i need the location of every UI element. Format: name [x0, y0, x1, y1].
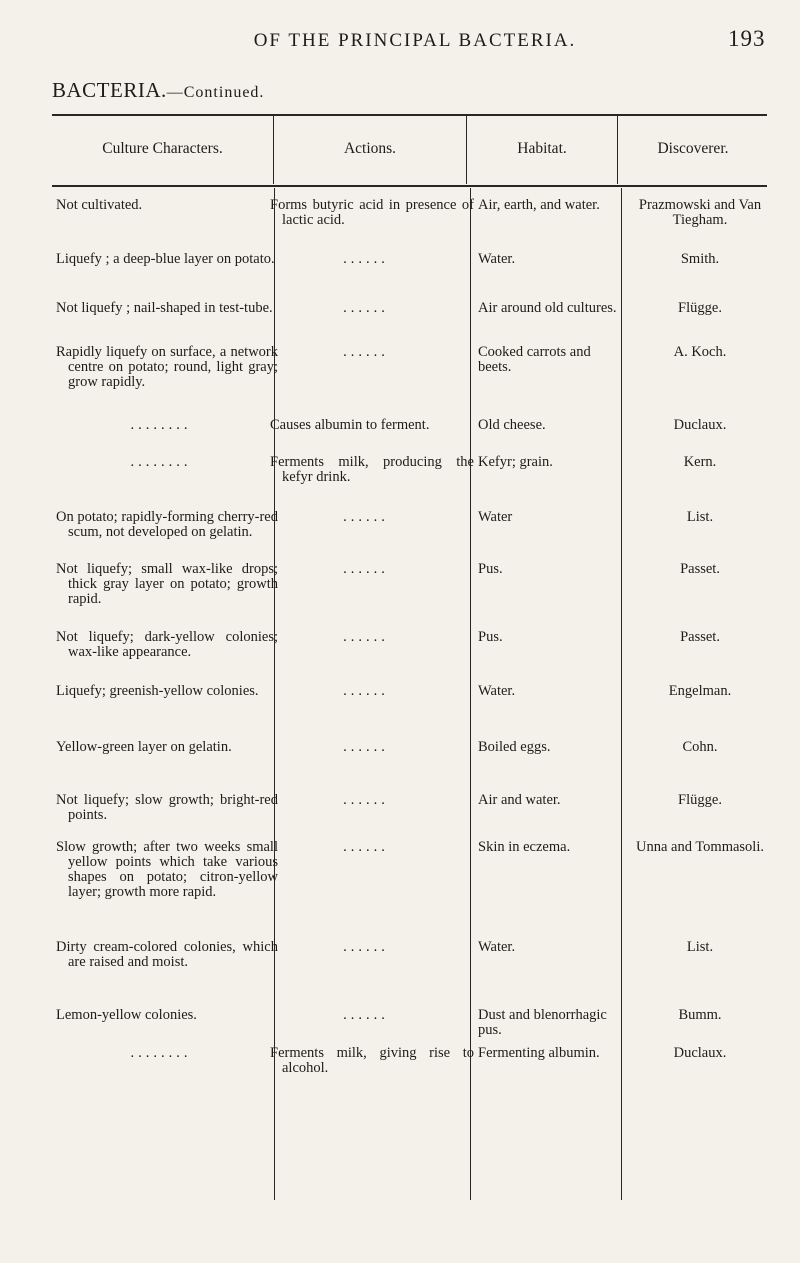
table-cell-discoverer: Flügge. — [678, 792, 722, 808]
table-cell-discoverer: List. — [686, 509, 714, 525]
table-cell-discoverer: Smith. — [680, 251, 720, 267]
table-cell-habitat: Pus. — [478, 629, 503, 645]
table-cell-culture: Not liquefy; dark-yellow colonies; wax-like appearance. — [56, 629, 278, 660]
table-cell-actions: ...... — [343, 1007, 389, 1023]
column-header-habitat: Habitat. — [517, 140, 567, 157]
table-cell-actions: ...... — [343, 683, 389, 699]
table-cell-discoverer: Flügge. — [678, 300, 722, 316]
table-cell-actions: ...... — [343, 939, 389, 955]
column-header-actions: Actions. — [343, 140, 397, 157]
table-cell-discoverer: Unna and Tommasoli. — [636, 839, 764, 855]
table-cell-actions: ...... — [343, 792, 389, 808]
table-cell-culture: ........ — [130, 417, 192, 433]
table-cell-discoverer: Prazmowski and Van Tiegham. — [638, 197, 762, 228]
table-cell-culture: Rapidly liquefy on surface, a network centre on potato; round, light gray; grow rapidly. — [56, 344, 278, 390]
table-cell-culture: Dirty cream-colored colonies, which are raised and moist. — [56, 939, 278, 970]
table-cell-actions: ...... — [343, 300, 389, 316]
table-cell-actions: ...... — [343, 251, 389, 267]
table-header-rule — [52, 185, 767, 187]
table-cell-habitat: Air, earth, and water. — [478, 197, 600, 213]
table-cell-actions: ...... — [343, 739, 389, 755]
column-header-discoverer: Discoverer. — [657, 140, 729, 157]
table-cell-culture: Liquefy ; a deep-blue layer on potato. — [56, 251, 275, 267]
table-cell-culture: ........ — [130, 454, 192, 470]
running-head: OF THE PRINCIPAL BACTERIA. — [253, 30, 577, 51]
section-title — [52, 78, 264, 103]
table-cell-actions: Forms butyric acid in presence of lactic acid. — [270, 197, 474, 228]
table-cell-culture: Lemon-yellow colonies. — [56, 1007, 197, 1023]
table-cell-habitat: Old cheese. — [478, 417, 546, 433]
table-cell-actions: ...... — [343, 629, 389, 645]
table-cell-habitat: Water. — [478, 683, 516, 699]
table-cell-discoverer: Kern. — [683, 454, 717, 470]
section-title-continued: —Continued. — [166, 84, 265, 101]
table-cell-habitat: Fermenting albumin. — [478, 1045, 600, 1061]
table-cell-culture: Not cultivated. — [56, 197, 143, 213]
table-cell-habitat: Water — [478, 509, 513, 525]
column-header-culture: Culture Characters. — [102, 140, 223, 157]
table-cell-habitat: Kefyr; grain. — [478, 454, 553, 470]
table-cell-discoverer: Passet. — [680, 561, 720, 577]
table-cell-actions: ...... — [343, 344, 389, 360]
table-cell-habitat: Water. — [478, 939, 516, 955]
table-cell-discoverer: A. Koch. — [673, 344, 727, 360]
table-cell-culture: Not liquefy; small wax-like drops; thick gray layer on potato; growth rapid. — [56, 561, 278, 607]
table-cell-culture: Yellow-green layer on gelatin. — [56, 739, 232, 755]
table-cell-culture: Not liquefy ; nail-shaped in test-tube. — [56, 300, 273, 316]
table-cell-habitat: Pus. — [478, 561, 503, 577]
table-cell-actions: Ferments milk, giving rise to alcohol. — [270, 1045, 474, 1076]
table-cell-habitat: Water. — [478, 251, 516, 267]
table-cell-culture: ........ — [130, 1045, 192, 1061]
table-cell-culture: Not liquefy; slow growth; bright-red points. — [56, 792, 278, 823]
table-cell-habitat: Cooked carrots and beets. — [478, 344, 591, 375]
table-cell-discoverer: Duclaux. — [673, 1045, 727, 1061]
table-cell-discoverer: Bumm. — [678, 1007, 722, 1023]
table-cell-culture: Liquefy; greenish-yellow colonies. — [56, 683, 259, 699]
table-cell-discoverer: Duclaux. — [673, 417, 727, 433]
table-cell-habitat: Boiled eggs. — [478, 739, 551, 755]
table-cell-actions: ...... — [343, 509, 389, 525]
page-number: 193 — [728, 26, 766, 51]
table-cell-culture: Slow growth; after two weeks small yellow points which take various shapes on potato; citron-yellow layer; growth more rapid. — [56, 839, 278, 900]
table-cell-habitat: Skin in eczema. — [478, 839, 571, 855]
table-cell-habitat: Dust and blenorrhagic pus. — [478, 1007, 607, 1038]
table-top-rule — [52, 114, 767, 116]
table-cell-actions: Ferments milk, producing the kefyr drink. — [270, 454, 474, 485]
column-divider-3-body — [621, 188, 622, 1200]
table-cell-culture: On potato; rapidly-forming cherry-red scum, not developed on gelatin. — [56, 509, 278, 540]
table-cell-habitat: Air around old cultures. — [478, 300, 617, 316]
table-cell-discoverer: Cohn. — [682, 739, 718, 755]
table-cell-discoverer: List. — [686, 939, 714, 955]
table-cell-actions: Causes albumin to ferment. — [270, 417, 430, 433]
section-title-main: BACTERIA. — [52, 78, 167, 102]
table-cell-actions: ...... — [343, 561, 389, 577]
table-cell-discoverer: Engelman. — [668, 683, 732, 699]
table-cell-actions: ...... — [343, 839, 389, 855]
table-cell-discoverer: Passet. — [680, 629, 720, 645]
table-cell-habitat: Air and water. — [478, 792, 561, 808]
